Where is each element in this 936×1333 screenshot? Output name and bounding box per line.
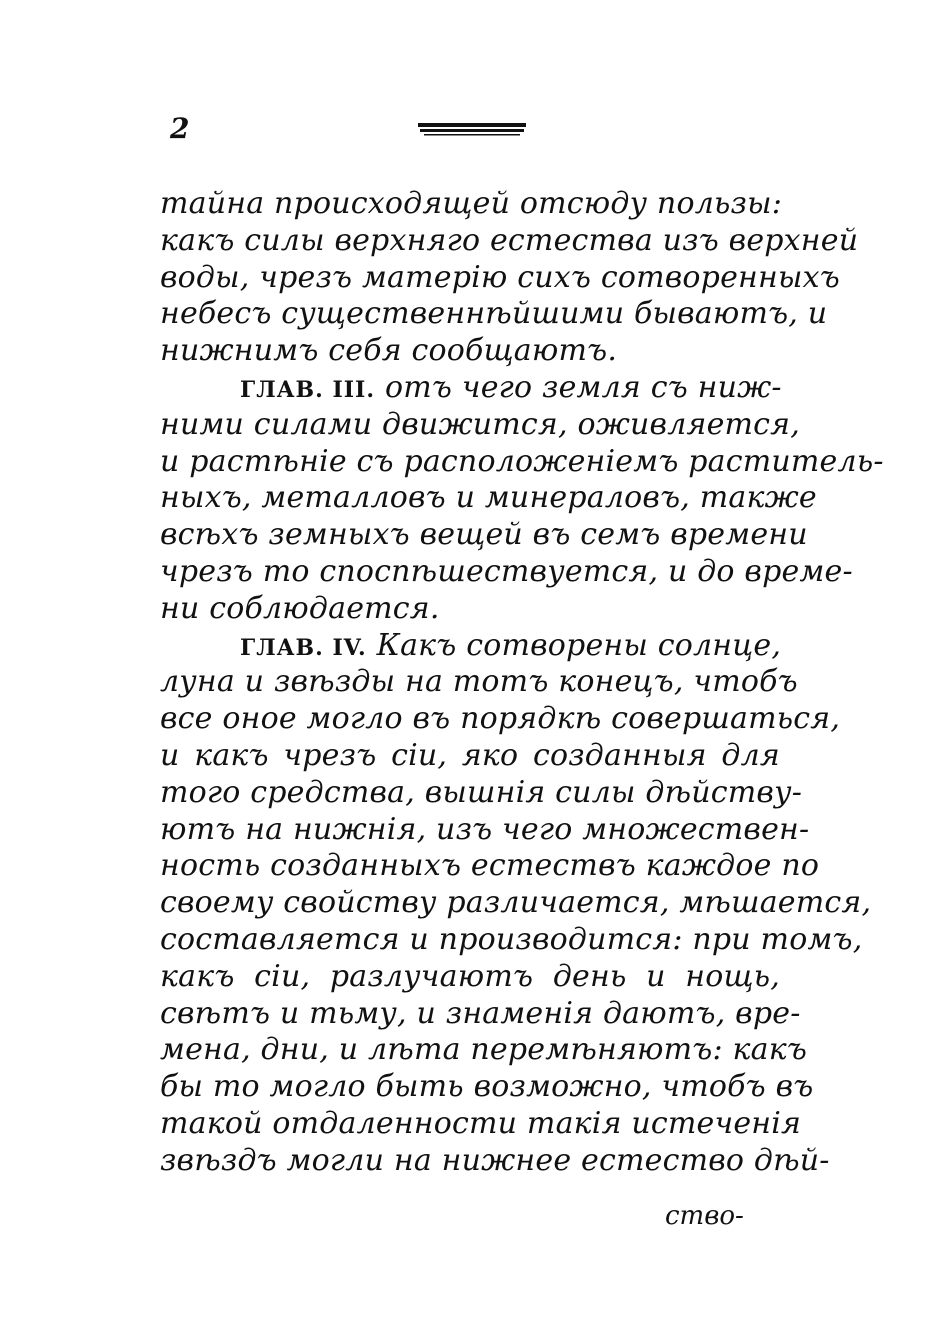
text-line: составляется и производится: при томъ, <box>160 921 863 957</box>
chapter-iv-first-line <box>160 628 780 665</box>
text-line: ютъ на нижнія, изъ чего множествен- <box>160 811 810 847</box>
chapter-heading-iv: ГЛАВ. IV. <box>240 634 367 661</box>
text-line: свѣтъ и тьму, и знаменія даютъ, вре- <box>160 995 801 1031</box>
text-line: своему свойству различается, мѣшается, <box>160 885 872 921</box>
text-line: звѣздъ могли на нижнее естество дѣй- <box>160 1142 830 1178</box>
text-line: небесъ существеннѣйшими бываютъ, и <box>160 296 828 332</box>
chapter-heading-iii: ГЛАВ. III. <box>240 376 376 403</box>
text-line: ныхъ, металловъ и минераловъ, также <box>160 480 817 516</box>
text-line: нижнимъ себя сообщаютъ. <box>160 333 618 369</box>
chapter-iii-first-line <box>160 370 780 407</box>
text-line: всѣхъ земныхъ вещей въ семъ времени <box>160 517 808 553</box>
text-line: бы то могло быть возможно, чтобъ въ <box>160 1069 814 1105</box>
text-line: Какъ сотворены солнце, <box>376 627 782 663</box>
text-line: и какъ чрезъ сіи, яко созданныя для <box>160 737 780 773</box>
text-line: и растѣніе съ расположеніемъ раститель- <box>160 443 884 479</box>
text-line: какъ сіи, разлучаютъ день и нощь, <box>160 958 780 994</box>
text-line: того средства, вышнія силы дѣйству- <box>160 774 803 810</box>
text-line: луна и звѣзды на тотъ конецъ, чтобъ <box>160 664 798 700</box>
text-line: чрезъ то споспѣшествуется, и до време- <box>160 553 853 589</box>
text-line: такой отдаленности такія истеченія <box>160 1105 802 1141</box>
text-line: тайна происходящей отсюду пользы: <box>160 186 783 221</box>
header-ornament-rule <box>418 120 526 138</box>
text-line: отъ чего земля съ ниж- <box>385 369 782 405</box>
text-line: ни соблюдается. <box>160 590 440 626</box>
text-line: ними силами движится, оживляется, <box>160 406 800 442</box>
text-line: мена, дни, и лѣта перемѣняютъ: какъ <box>160 1032 808 1068</box>
page-number: 2 <box>170 112 190 145</box>
catchword: ство- <box>665 1201 744 1231</box>
text-line: какъ силы верхняго естества изъ верхней <box>160 222 859 258</box>
text-line: все оное могло въ порядкѣ совершаться, <box>160 701 841 737</box>
text-line: ность созданныхъ естествъ каждое по <box>160 848 820 884</box>
text-line: воды, чрезъ матерію сихъ сотворенныхъ <box>160 259 840 295</box>
body-text <box>160 186 884 1180</box>
